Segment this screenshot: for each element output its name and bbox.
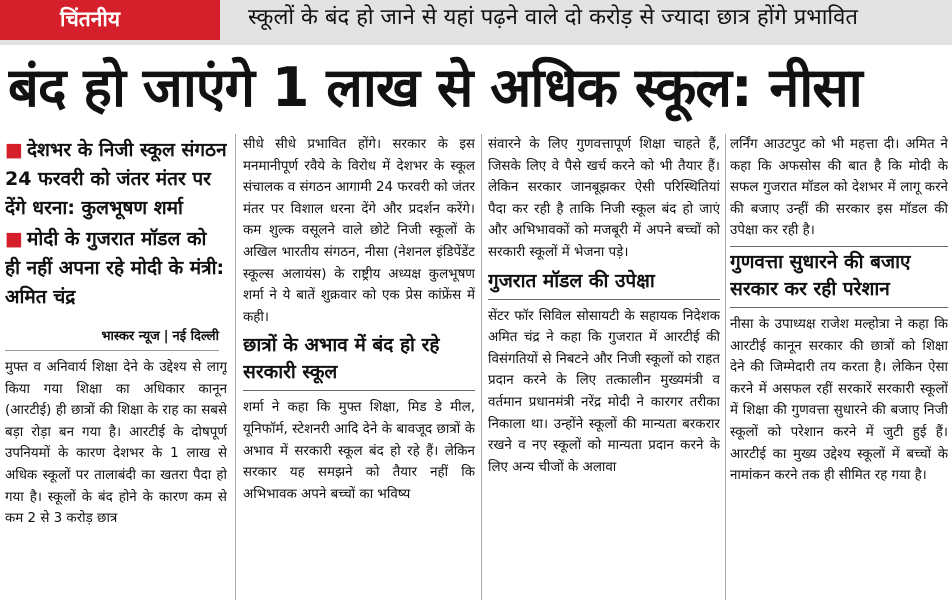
article-paragraph: मुफ्त व अनिवार्य शिक्षा देने के उद्देश्य से लागू किया गया शिक्षा का अधिकार कानून (आरटीई) ही छात्रों की शिक्षा के राह का सबसे बड़ा रोड़ा बन गया है। आरटीई के दोषपूर्ण उपनियमों के कारण देशभर के 1 लाख से अधिक स्कूलों पर तालाबंदी का खतरा पैदा हो गया है। स्कूलों के बंद होने के कारण कम से कम 2 से 3 करोड़ छात्र xyxy=(5,360,227,527)
column-2 xyxy=(243,134,475,600)
article-paragraph: सेंटर फॉर सिविल सोसायटी के सहायक निदेशक अमित चंद्र ने कहा कि गुजरात में आरटीई की विसंगतियों से निबटने और निजी स्कूलों को राहत प्रदान करने के लिए तत्कालीन मुख्यमंत्री व वर्तमान प्रधानमंत्री नरेंद्र मोदी ने कारगर तरीका निकाला था। उन्होंने स्कूलों की मान्यता बरकरार रखने व नए स्कूलों को मान्यता प्रदान करने के लिए अन्य चीजों के अलावा xyxy=(488,308,720,475)
bullet-icon: ■ xyxy=(5,228,23,250)
byline-place: नई दिल्ली xyxy=(172,329,219,344)
article-paragraph: लर्निंग आउटपुट को भी महत्ता दी। अमित ने कहा कि अफसोस की बात है कि मोदी के सफल गुजरात मॉडल को देशभर में लागू करने की बजाए उन्हीं की सरकार इस मॉडल की उपेक्षा कर रही है। xyxy=(730,137,948,239)
bullet-icon: ■ xyxy=(5,139,23,161)
article-paragraph: शर्मा ने कहा कि मुफ्त शिक्षा, मिड डे मील, यूनिफॉर्म, स्टेशनरी आदि देने के बावजूद छात्रों के अभाव में सरकारी स्कूल बंद हो रहे हैं। लेकिन सरकार यह समझने को तैयार नहीं कि अभिभावक अपने बच्चों का भविष्य xyxy=(243,400,475,502)
highlight-item xyxy=(5,225,227,312)
article-paragraph: नीसा के उपाध्यक्ष राजेश मल्होत्रा ने कहा कि आरटीई कानून सरकार की छात्रों को शिक्षा देने की जिम्मेदारी तय करता है। लेकिन ऐसा करने में असफल रहीं सरकारें सरकारी स्कूलों में शिक्षा की गुणवत्ता सुधारने की बजाए निजी स्कूलों को परेशान करने में जुटी हुई हैं। आरटीई का मुख्य उद्देश्य स्कूलों में बच्चों के नामांकन करने तक ही सीमित रह गया है। xyxy=(730,316,948,484)
subheading: गुजरात मॉडल की उपेक्षा xyxy=(488,268,720,300)
column-divider xyxy=(235,134,236,600)
article-paragraph: संवारने के लिए गुणवत्तापूर्ण शिक्षा चाहते हैं, जिसके लिए वे पैसे खर्च करने को भी तैयार हैं। लेकिन सरकार जानबूझकर ऐसी परिस्थितियां पैदा कर रही है ताकि निजी स्कूल बंद हो जाएं और अभिभावकों को मजबूरी में अपने बच्चों को सरकारी स्कूलों में भेजना पड़े। xyxy=(488,137,720,260)
top-bar xyxy=(0,0,952,45)
headline: बंद हो जाएंगे 1 लाख से अधिक स्कूल: नीसा xyxy=(8,56,862,119)
column-3 xyxy=(488,134,720,600)
highlight-text: देशभर के निजी स्कूल संगठन 24 फरवरी को जंतर मंतर पर देंगे धरना: कुलभूषण शर्मा xyxy=(5,139,227,219)
subheading: गुणवत्ता सुधारने की बजाए सरकार कर रही परेशान xyxy=(730,246,948,308)
column-divider xyxy=(481,134,482,600)
article-paragraph: सीधे सीधे प्रभावित होंगे। सरकार के इस मनमानीपूर्ण रवैये के विरोध में देशभर के स्कूल संचालक व संगठन आगामी 24 फरवरी को जंतर मंतर पर विशाल धरना देंगे और प्रदर्शन करेंगे। कम शुल्क वसूलने वाले छोटे निजी स्कूलों के अखिल भारतीय संगठन, नीसा (नेशनल इंडिपेंडेंट स्कूल्स अलायंस) के राष्ट्रीय अध्यक्ष कुलभूषण शर्मा ने ये बातें शुक्रवार को एक प्रेस कांफ्रेंस में कही। xyxy=(243,137,475,325)
highlight-item xyxy=(5,136,227,223)
column-4 xyxy=(730,134,948,600)
highlight-text: मोदी के गुजरात मॉडल को ही नहीं अपना रहे मोदी के मंत्री: अमित चंद्र xyxy=(5,228,225,308)
tagline: स्कूलों के बंद हो जाने से यहां पढ़ने वाले दो करोड़ से ज्यादा छात्र होंगे प्रभावित xyxy=(248,5,858,30)
subheading: छात्रों के अभाव में बंद हो रहे सरकारी स्कूल xyxy=(243,332,475,391)
column-1 xyxy=(5,134,227,600)
byline-agency: भास्कर न्यूज xyxy=(101,329,160,344)
byline-divider: | xyxy=(163,329,169,344)
column-divider xyxy=(725,134,726,600)
byline xyxy=(5,326,219,351)
section-tag: चिंतनीय xyxy=(0,0,220,40)
